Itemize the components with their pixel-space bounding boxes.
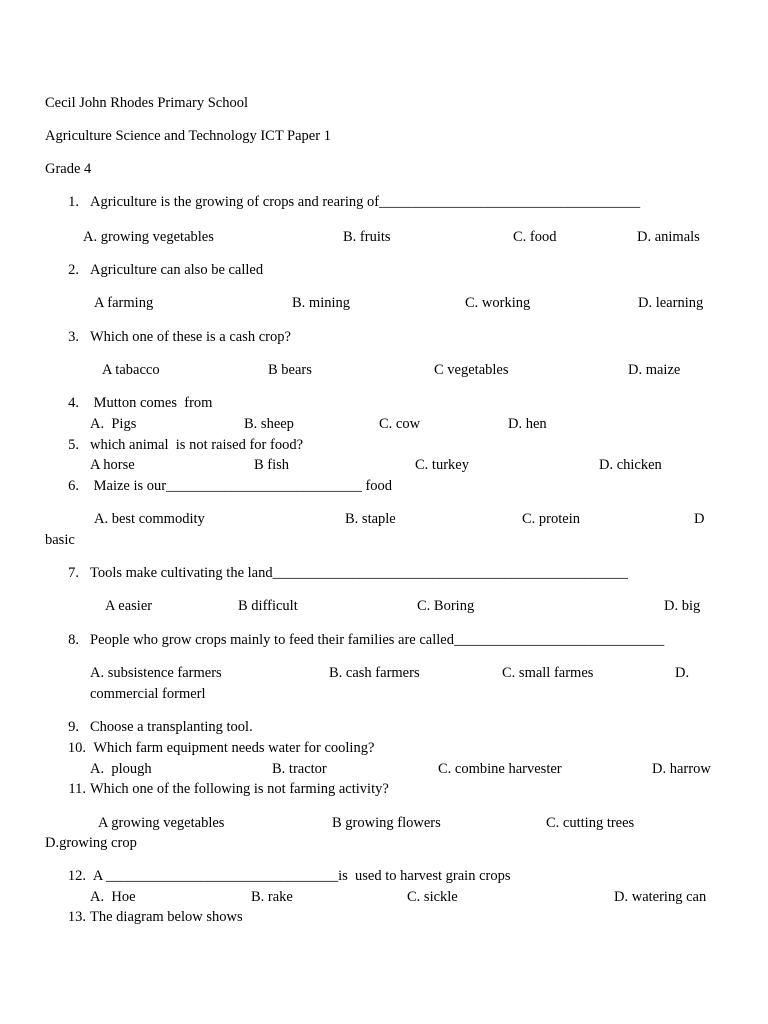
option-b: B. sheep bbox=[244, 416, 294, 432]
option-a: A farming bbox=[94, 295, 154, 311]
question-text: Mutton comes from bbox=[90, 395, 213, 411]
option-d: D. big bbox=[664, 598, 701, 614]
option-d: D. maize bbox=[628, 362, 681, 378]
option-b: B fish bbox=[254, 457, 290, 473]
question-number: 10. bbox=[67, 740, 86, 756]
option-c: C. food bbox=[513, 229, 557, 245]
option-b: B bears bbox=[268, 362, 312, 378]
option-d: D. watering can bbox=[614, 889, 707, 905]
question-text: Maize is our___________________________ food bbox=[90, 478, 393, 494]
option-c: C. protein bbox=[522, 511, 580, 527]
option-b: B. fruits bbox=[343, 229, 391, 245]
question-number: 6. bbox=[68, 478, 79, 494]
option-c: C. cutting trees bbox=[546, 815, 635, 831]
option-c: C. combine harvester bbox=[438, 761, 562, 777]
option-b: B. cash farmers bbox=[329, 665, 420, 681]
question-number: 8. bbox=[68, 632, 79, 648]
option-a: A easier bbox=[105, 598, 153, 614]
question-text: Agriculture is the growing of crops and rearing of____________________________________ bbox=[90, 194, 641, 210]
option-a: A tabacco bbox=[102, 362, 160, 378]
option-d-continued: commercial formerl bbox=[90, 686, 206, 702]
paper-title: Agriculture Science and Technology ICT Paper 1 bbox=[45, 128, 331, 144]
question-text: Tools make cultivating the land_________________________________________________ bbox=[90, 565, 628, 581]
option-d: D. harrow bbox=[652, 761, 711, 777]
option-c: C vegetables bbox=[434, 362, 509, 378]
option-d: D.growing crop bbox=[45, 835, 137, 851]
option-c: C. small farmes bbox=[502, 665, 594, 681]
option-a: A. best commodity bbox=[94, 511, 205, 527]
option-b: B. tractor bbox=[272, 761, 327, 777]
option-a: A horse bbox=[90, 457, 135, 473]
option-a: A growing vegetables bbox=[98, 815, 225, 831]
option-a: A. Pigs bbox=[90, 416, 137, 432]
question-number: 11. bbox=[68, 781, 86, 797]
option-a: A. subsistence farmers bbox=[90, 665, 222, 681]
question-text: Which one of the following is not farming activity? bbox=[90, 781, 389, 797]
question-number: 2. bbox=[68, 262, 79, 278]
option-c: C. turkey bbox=[415, 457, 469, 473]
question-text: Which farm equipment needs water for cooling? bbox=[90, 740, 375, 756]
question-number: 7. bbox=[68, 565, 79, 581]
question-text: The diagram below shows bbox=[90, 909, 243, 925]
option-d-continued: basic bbox=[45, 532, 75, 548]
option-c: C. cow bbox=[379, 416, 421, 432]
question-number: 1. bbox=[68, 194, 79, 210]
question-number: 9. bbox=[68, 719, 79, 735]
question-number: 3. bbox=[68, 329, 79, 345]
grade-label: Grade 4 bbox=[45, 161, 92, 177]
option-b: B growing flowers bbox=[332, 815, 441, 831]
option-d: D bbox=[694, 511, 705, 527]
option-d: D. hen bbox=[508, 416, 547, 432]
question-text: Which one of these is a cash crop? bbox=[90, 329, 291, 345]
option-d: D. animals bbox=[637, 229, 700, 245]
option-a: A. Hoe bbox=[90, 889, 136, 905]
option-a: A. plough bbox=[90, 761, 152, 777]
question-text: Agriculture can also be called bbox=[90, 262, 264, 278]
question-number: 13. bbox=[67, 909, 86, 925]
question-number: 4. bbox=[68, 395, 79, 411]
option-b: B difficult bbox=[238, 598, 298, 614]
option-c: C. sickle bbox=[407, 889, 458, 905]
option-c: C. Boring bbox=[417, 598, 475, 614]
question-text: A ________________________________is used to harvest grain crops bbox=[90, 868, 511, 884]
question-number: 12. bbox=[67, 868, 86, 884]
option-b: B. mining bbox=[292, 295, 351, 311]
option-b: B. rake bbox=[251, 889, 293, 905]
option-d: D. learning bbox=[638, 295, 704, 311]
option-a: A. growing vegetables bbox=[83, 229, 214, 245]
question-text: People who grow crops mainly to feed their families are called_____________________________ bbox=[90, 632, 665, 648]
option-c: C. working bbox=[465, 295, 531, 311]
option-d: D. chicken bbox=[599, 457, 662, 473]
option-b: B. staple bbox=[345, 511, 396, 527]
school-name: Cecil John Rhodes Primary School bbox=[45, 95, 248, 111]
question-text: which animal is not raised for food? bbox=[90, 437, 304, 453]
option-d: D. bbox=[675, 665, 690, 681]
question-text: Choose a transplanting tool. bbox=[90, 719, 253, 735]
question-number: 5. bbox=[68, 437, 79, 453]
